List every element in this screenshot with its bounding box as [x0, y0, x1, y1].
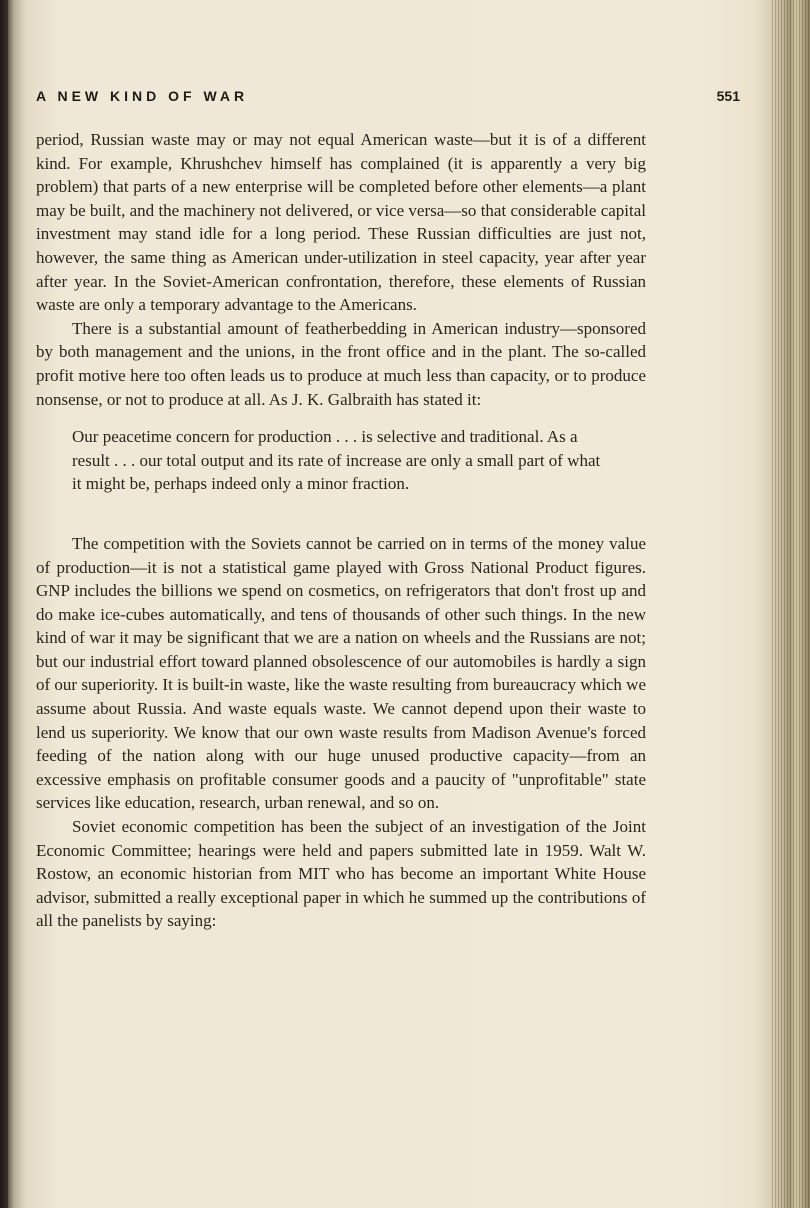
- binding-shadow: [0, 0, 8, 1208]
- body-text: [36, 128, 646, 933]
- paragraph-3: The competition with the Soviets cannot be carried on in terms of the money value of production—it is not a statistical game played with Gross National Product figures. GNP includes the billions we spend on cosmetics, on refrigerators that don't frost up and do make ice-cubes automatically, and tens of thousands of other such things. In the new kind of war it may be significant that we are a nation on wheels and the Russians are not; but our industrial effort toward planned obsolescence of our automobiles is hardly a sign of our superiority. It is built-in waste, like the waste resulting from bureaucracy which we assume about Russia. And waste equals waste. We cannot depend upon their waste to lend us superiority. We know that our own waste results from Madison Avenue's forced feeding of the nation along with our huge unused productive capacity—from an excessive emphasis on profitable consumer goods and a paucity of "unprofitable" state services like education, research, urban renewal, and so on.: [36, 533, 646, 813]
- running-head: A NEW KIND OF WAR: [36, 88, 249, 104]
- page-edges: [772, 0, 810, 1208]
- paragraph-2: There is a substantial amount of featherbedding in American industry—sponsored by both management and the unions, in the front office and in the plant. The so-called profit motive here too often leads us to produce at much less than capacity, or to produce nonsense, or not to produce at all. As J. K. Galbraith has stated it:: [36, 318, 646, 409]
- page-number: 551: [716, 88, 740, 104]
- page-header: [36, 88, 744, 110]
- paragraph-4: Soviet economic competition has been the subject of an investigation of the Joint Economic Committee; hearings were held and papers submitted late in 1959. Walt W. Rostow, an economic historian from MIT who has become an important White House advisor, submitted a really exceptional paper in which he summed up the contributions of all the panelists by saying:: [36, 817, 646, 931]
- paragraph-1: period, Russian waste may or may not equal American waste—but it is of a different kind. For example, Khrushchev himself has complained (it is apparently a very big problem) that parts of a new enterprise will be completed before other elements—a plant may be built, and the machinery not delivered, or vice versa—so that considerable capital investment may stand idle for a long period. These Russian difficulties are just not, however, the same thing as American under-utilization in steel capacity, year after year after year. In the Soviet-American confrontation, therefore, these elements of Russian waste are only a temporary advantage to the Americans.: [36, 130, 646, 315]
- block-quote: Our peacetime concern for production . . . is selective and traditional. As a result . . . our total output and its rate of increase are only a small part of what it might be, perhaps indeed only a minor fraction.: [72, 427, 601, 494]
- spacer: [36, 516, 646, 532]
